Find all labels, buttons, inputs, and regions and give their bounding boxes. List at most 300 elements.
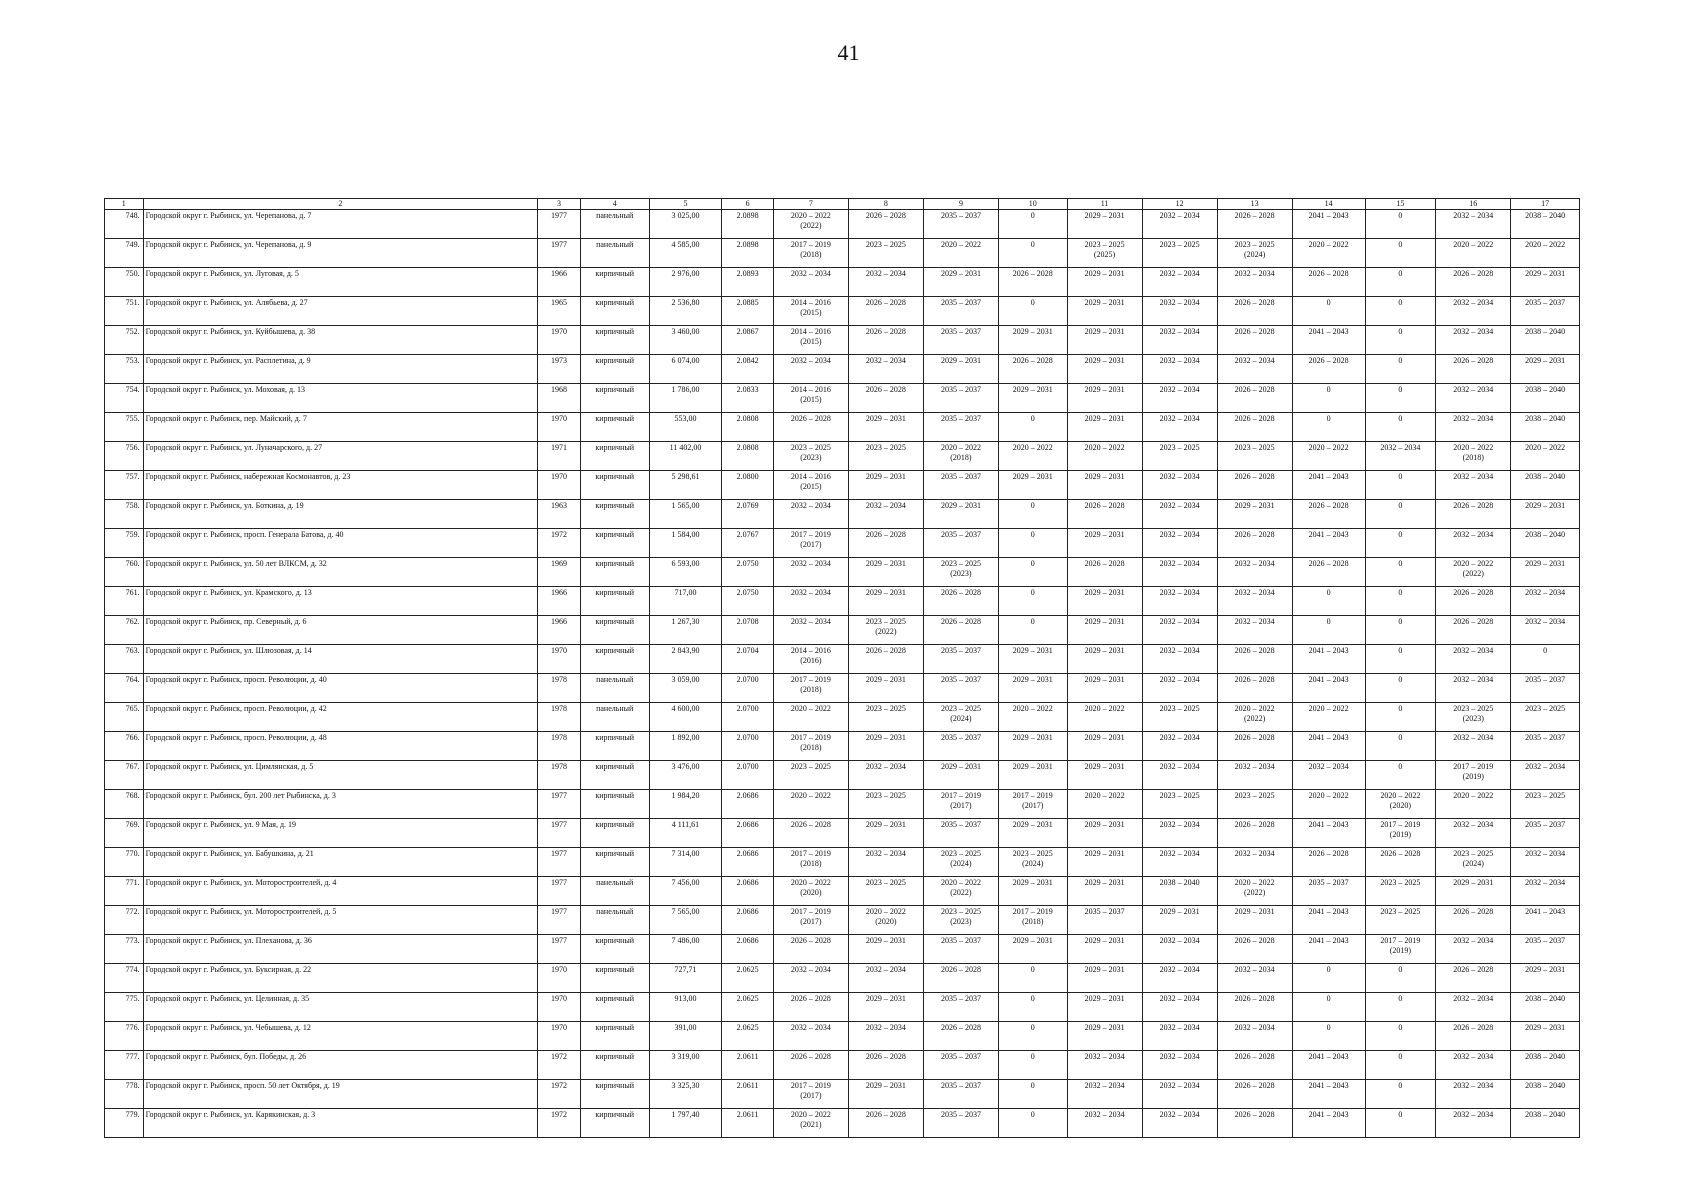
table-cell: 2023 – 2025 <box>1142 239 1217 268</box>
table-cell: 1966 <box>538 616 581 645</box>
table-cell: Городской округ г. Рыбинск, ул. Буксирная, д. 22 <box>143 964 537 993</box>
table-cell: 2.0611 <box>722 1080 773 1109</box>
table-cell: 0 <box>1365 210 1436 239</box>
table-cell: 1972 <box>538 1051 581 1080</box>
table-cell: 2026 – 2028 <box>848 529 923 558</box>
table-cell: 771. <box>105 877 144 906</box>
table-cell: 2020 – 2022 <box>1436 790 1511 819</box>
table-cell: 2026 – 2028 <box>773 819 848 848</box>
table-cell: 2.0800 <box>722 471 773 500</box>
table-cell: 0 <box>1365 1080 1436 1109</box>
table-cell: 2026 – 2028 <box>923 616 998 645</box>
table-cell: 2029 – 2031 <box>848 558 923 587</box>
table-cell: 3 319,00 <box>649 1051 722 1080</box>
table-cell: 2041 – 2043 <box>1292 645 1365 674</box>
table-cell: 2032 – 2034 <box>848 761 923 790</box>
table-cell: 0 <box>1365 674 1436 703</box>
table-cell: 0 <box>998 239 1067 268</box>
table-cell: 2.0611 <box>722 1109 773 1138</box>
table-cell: 2035 – 2037 <box>1292 877 1365 906</box>
table-cell: 2026 – 2028 <box>1436 1022 1511 1051</box>
table-cell: 2023 – 2025 <box>848 239 923 268</box>
table-row <box>105 1080 1580 1109</box>
table-cell: 1970 <box>538 471 581 500</box>
table-cell: 2029 – 2031 <box>1511 964 1580 993</box>
table-cell: 2032 – 2034 <box>1142 297 1217 326</box>
table-cell: 2014 – 2016 (2015) <box>773 471 848 500</box>
table-cell: 2026 – 2028 <box>923 1022 998 1051</box>
column-header: 7 <box>773 199 848 210</box>
table-cell: 2029 – 2031 <box>848 413 923 442</box>
table-cell: кирпичный <box>580 587 649 616</box>
table-cell: 2041 – 2043 <box>1292 1080 1365 1109</box>
table-cell: 1963 <box>538 500 581 529</box>
table-cell: 2023 – 2025 <box>1365 906 1436 935</box>
table-cell: 761. <box>105 587 144 616</box>
table-cell: 2032 – 2034 <box>1436 1109 1511 1138</box>
table-cell: 2026 – 2028 <box>1217 471 1292 500</box>
table-cell: 2032 – 2034 <box>848 500 923 529</box>
table-cell: 2.0867 <box>722 326 773 355</box>
table-cell: 2029 – 2031 <box>1067 210 1142 239</box>
table-cell: 2.0893 <box>722 268 773 297</box>
table-cell: 2026 – 2028 <box>1436 268 1511 297</box>
table-cell: 1 797,40 <box>649 1109 722 1138</box>
table-cell: 2032 – 2034 <box>1436 645 1511 674</box>
table-cell: 0 <box>1365 268 1436 297</box>
table-cell: 2029 – 2031 <box>998 674 1067 703</box>
table-cell: 2020 – 2022 (2020) <box>1365 790 1436 819</box>
table-row <box>105 993 1580 1022</box>
table-cell: 2029 – 2031 <box>998 732 1067 761</box>
table-cell: 2014 – 2016 (2016) <box>773 645 848 674</box>
table-cell: 754. <box>105 384 144 413</box>
table-cell: 2032 – 2034 <box>1365 442 1436 471</box>
column-header: 9 <box>923 199 998 210</box>
table-cell: 0 <box>1365 1022 1436 1051</box>
table-cell: 1971 <box>538 442 581 471</box>
table-cell: 2026 – 2028 <box>773 1051 848 1080</box>
table-cell: 0 <box>998 413 1067 442</box>
table-cell: 1977 <box>538 906 581 935</box>
column-header: 5 <box>649 199 722 210</box>
table-cell: 2032 – 2034 <box>1217 761 1292 790</box>
table-cell: 2020 – 2022 <box>1511 239 1580 268</box>
table-cell: 2035 – 2037 <box>1511 732 1580 761</box>
table-cell: 2032 – 2034 <box>1142 529 1217 558</box>
table-cell: 2026 – 2028 <box>1217 326 1292 355</box>
table-cell: 0 <box>1365 500 1436 529</box>
table-cell: 2032 – 2034 <box>1436 384 1511 413</box>
table-cell: 0 <box>1365 616 1436 645</box>
table-cell: 0 <box>1365 761 1436 790</box>
table-cell: 0 <box>1365 297 1436 326</box>
table-cell: 2029 – 2031 <box>998 645 1067 674</box>
table-cell: 2026 – 2028 <box>1292 268 1365 297</box>
table-cell: 2041 – 2043 <box>1292 529 1365 558</box>
table-cell: 2032 – 2034 <box>1142 1051 1217 1080</box>
table-cell: Городской округ г. Рыбинск, ул. Черепанова, д. 7 <box>143 210 537 239</box>
table-cell: 2020 – 2022 <box>773 790 848 819</box>
table-cell: 1977 <box>538 935 581 964</box>
table-cell: 0 <box>1365 964 1436 993</box>
table-cell: 2032 – 2034 <box>1436 471 1511 500</box>
table-cell: 2032 – 2034 <box>773 1022 848 1051</box>
table-cell: 765. <box>105 703 144 732</box>
table-cell: 2032 – 2034 <box>1067 1080 1142 1109</box>
table-cell: 2029 – 2031 <box>1067 268 1142 297</box>
table-cell: 0 <box>1365 355 1436 384</box>
table-cell: 2026 – 2028 <box>1217 210 1292 239</box>
table-cell: 2041 – 2043 <box>1511 906 1580 935</box>
table-cell: 772. <box>105 906 144 935</box>
table-cell: 2014 – 2016 (2015) <box>773 326 848 355</box>
table-cell: 2026 – 2028 <box>1217 935 1292 964</box>
table-cell: 0 <box>998 529 1067 558</box>
table-cell: кирпичный <box>580 819 649 848</box>
table-cell: 1977 <box>538 877 581 906</box>
table-cell: 0 <box>1292 413 1365 442</box>
table-cell: 2023 – 2025 <box>1142 790 1217 819</box>
table-cell: 768. <box>105 790 144 819</box>
table-cell: 1968 <box>538 384 581 413</box>
table-cell: 2029 – 2031 <box>1067 471 1142 500</box>
table-cell: 2017 – 2019 (2017) <box>773 1080 848 1109</box>
table-cell: 2020 – 2022 (2021) <box>773 1109 848 1138</box>
table-cell: 2029 – 2031 <box>998 384 1067 413</box>
table-cell: 2029 – 2031 <box>1067 413 1142 442</box>
table-cell: 2032 – 2034 <box>1217 616 1292 645</box>
table-cell: 2032 – 2034 <box>1142 558 1217 587</box>
table-cell: 2.0808 <box>722 442 773 471</box>
table-cell: 3 476,00 <box>649 761 722 790</box>
table-cell: 2029 – 2031 <box>1067 848 1142 877</box>
column-header: 1 <box>105 199 144 210</box>
table-cell: Городской округ г. Рыбинск, ул. Луговая, д. 5 <box>143 268 537 297</box>
table-row <box>105 558 1580 587</box>
column-header: 10 <box>998 199 1067 210</box>
table-cell: 1 786,00 <box>649 384 722 413</box>
table-cell: Городской округ г. Рыбинск, ул. Моховая, д. 13 <box>143 384 537 413</box>
table-cell: 4 600,00 <box>649 703 722 732</box>
table-cell: 760. <box>105 558 144 587</box>
table-row <box>105 384 1580 413</box>
table-cell: 2032 – 2034 <box>1067 1109 1142 1138</box>
table-cell: кирпичный <box>580 355 649 384</box>
table-cell: 2041 – 2043 <box>1292 674 1365 703</box>
column-header: 8 <box>848 199 923 210</box>
table-cell: Городской округ г. Рыбинск, просп. Революции, д. 40 <box>143 674 537 703</box>
table-cell: 0 <box>1365 1051 1436 1080</box>
table-cell: 2.0700 <box>722 761 773 790</box>
table-cell: 2041 – 2043 <box>1292 471 1365 500</box>
table-cell: кирпичный <box>580 964 649 993</box>
column-header: 2 <box>143 199 537 210</box>
table-cell: 2026 – 2028 <box>1217 645 1292 674</box>
table-cell: 2017 – 2019 (2019) <box>1436 761 1511 790</box>
table-cell: 749. <box>105 239 144 268</box>
table-cell: 0 <box>1292 993 1365 1022</box>
table-cell: панельный <box>580 674 649 703</box>
table-row <box>105 413 1580 442</box>
table-cell: кирпичный <box>580 790 649 819</box>
table-cell: 2020 – 2022 <box>1292 790 1365 819</box>
column-header: 13 <box>1217 199 1292 210</box>
table-cell: 2035 – 2037 <box>1067 906 1142 935</box>
table-cell: 2017 – 2019 (2019) <box>1365 819 1436 848</box>
table-row <box>105 674 1580 703</box>
table-cell: 2041 – 2043 <box>1292 819 1365 848</box>
table-cell: 2.0686 <box>722 790 773 819</box>
table-cell: 1977 <box>538 210 581 239</box>
table-cell: 0 <box>1292 587 1365 616</box>
table-cell: кирпичный <box>580 558 649 587</box>
table-cell: 776. <box>105 1022 144 1051</box>
table-row <box>105 355 1580 384</box>
table-cell: 0 <box>1292 616 1365 645</box>
table-cell: 2029 – 2031 <box>848 674 923 703</box>
table-cell: 2.0704 <box>722 645 773 674</box>
table-cell: кирпичный <box>580 268 649 297</box>
table-cell: кирпичный <box>580 529 649 558</box>
table-cell: 2029 – 2031 <box>1436 877 1511 906</box>
table-cell: 2035 – 2037 <box>923 471 998 500</box>
table-cell: 2026 – 2028 <box>1217 674 1292 703</box>
table-cell: 2.0898 <box>722 239 773 268</box>
table-cell: 2032 – 2034 <box>1067 1051 1142 1080</box>
table-cell: Городской округ г. Рыбинск, ул. Черепанова, д. 9 <box>143 239 537 268</box>
table-cell: 0 <box>998 1022 1067 1051</box>
table-cell: 2023 – 2025 (2024) <box>1217 239 1292 268</box>
table-cell: 756. <box>105 442 144 471</box>
table-cell: 2017 – 2019 (2018) <box>773 674 848 703</box>
table-cell: 2026 – 2028 <box>1217 413 1292 442</box>
table-cell: 1977 <box>538 848 581 877</box>
table-cell: 2038 – 2040 <box>1511 326 1580 355</box>
table-cell: 0 <box>998 1109 1067 1138</box>
table-cell: 0 <box>1365 587 1436 616</box>
table-cell: Городской округ г. Рыбинск, ул. Моторостроителей, д. 5 <box>143 906 537 935</box>
table-cell: 2029 – 2031 <box>1067 674 1142 703</box>
table-cell: 2026 – 2028 <box>1436 906 1511 935</box>
table-cell: 2020 – 2022 (2022) <box>1436 558 1511 587</box>
table-cell: 2032 – 2034 <box>1142 674 1217 703</box>
table-cell: 2029 – 2031 <box>1067 993 1142 1022</box>
table-row <box>105 732 1580 761</box>
table-cell: 2 976,00 <box>649 268 722 297</box>
table-cell: 2023 – 2025 <box>1217 790 1292 819</box>
table-cell: 6 593,00 <box>649 558 722 587</box>
table-cell: 777. <box>105 1051 144 1080</box>
table-cell: 2032 – 2034 <box>1142 645 1217 674</box>
table-cell: 1978 <box>538 761 581 790</box>
table-cell: 2032 – 2034 <box>1511 877 1580 906</box>
table-cell: 751. <box>105 297 144 326</box>
table-cell: 2032 – 2034 <box>773 268 848 297</box>
table-cell: 2026 – 2028 <box>848 384 923 413</box>
table-cell: 0 <box>1365 993 1436 1022</box>
table-cell: кирпичный <box>580 645 649 674</box>
table-cell: 553,00 <box>649 413 722 442</box>
table-cell: 1965 <box>538 297 581 326</box>
table-cell: 2032 – 2034 <box>1142 268 1217 297</box>
table-cell: 2038 – 2040 <box>1142 877 1217 906</box>
table-row <box>105 1051 1580 1080</box>
table-cell: 2026 – 2028 <box>1217 1051 1292 1080</box>
table-cell: 2020 – 2022 (2022) <box>1217 877 1292 906</box>
table-cell: 2029 – 2031 <box>998 877 1067 906</box>
table-row <box>105 819 1580 848</box>
table-cell: 2032 – 2034 <box>1436 413 1511 442</box>
table-cell: 3 059,00 <box>649 674 722 703</box>
table-cell: 2032 – 2034 <box>1142 616 1217 645</box>
table-header-row <box>105 199 1580 210</box>
table-cell: 2020 – 2022 <box>1292 239 1365 268</box>
table-cell: 0 <box>998 587 1067 616</box>
table-cell: 2017 – 2019 (2017) <box>923 790 998 819</box>
table-cell: 2032 – 2034 <box>1511 587 1580 616</box>
table-cell: 2032 – 2034 <box>1142 500 1217 529</box>
table-cell: 4 111,61 <box>649 819 722 848</box>
table-cell: 2029 – 2031 <box>923 355 998 384</box>
table-cell: 2026 – 2028 <box>1292 355 1365 384</box>
table-cell: 2026 – 2028 <box>848 326 923 355</box>
table-cell: 727,71 <box>649 964 722 993</box>
table-cell: 775. <box>105 993 144 1022</box>
table-cell: 1972 <box>538 1080 581 1109</box>
table-cell: 2032 – 2034 <box>1142 210 1217 239</box>
table-cell: 2032 – 2034 <box>1142 993 1217 1022</box>
table-cell: 750. <box>105 268 144 297</box>
table-cell: 2032 – 2034 <box>848 268 923 297</box>
table-cell: 2026 – 2028 <box>773 413 848 442</box>
table-cell: 2 536,80 <box>649 297 722 326</box>
table-cell: 2026 – 2028 <box>1292 500 1365 529</box>
table-cell: 2035 – 2037 <box>923 297 998 326</box>
table-cell: Городской округ г. Рыбинск, пр. Северный, д. 6 <box>143 616 537 645</box>
table-cell: 2032 – 2034 <box>1436 1051 1511 1080</box>
table-cell: 2038 – 2040 <box>1511 1080 1580 1109</box>
table-cell: 2017 – 2019 (2018) <box>773 732 848 761</box>
table-cell: 1978 <box>538 703 581 732</box>
table-cell: 2032 – 2034 <box>1436 1080 1511 1109</box>
table-cell: 1972 <box>538 529 581 558</box>
table-cell: кирпичный <box>580 442 649 471</box>
table-cell: 2035 – 2037 <box>923 1080 998 1109</box>
table-cell: 2023 – 2025 (2024) <box>923 848 998 877</box>
table-cell: 0 <box>1365 471 1436 500</box>
table-cell: 2020 – 2022 (2022) <box>1217 703 1292 732</box>
table-cell: 2041 – 2043 <box>1292 1109 1365 1138</box>
table-cell: 2029 – 2031 <box>1067 964 1142 993</box>
table-cell: 2026 – 2028 <box>1217 529 1292 558</box>
table-cell: 2038 – 2040 <box>1511 1109 1580 1138</box>
table-cell: 2017 – 2019 (2018) <box>773 848 848 877</box>
table-cell: 0 <box>1365 645 1436 674</box>
table-cell: 2032 – 2034 <box>1142 471 1217 500</box>
table-cell: 2023 – 2025 <box>848 877 923 906</box>
table-cell: 2026 – 2028 <box>1067 558 1142 587</box>
table-cell: 0 <box>1365 732 1436 761</box>
table-cell: 2032 – 2034 <box>1436 529 1511 558</box>
table-cell: 2026 – 2028 <box>1365 848 1436 877</box>
table-cell: 2026 – 2028 <box>1436 500 1511 529</box>
table-cell: 7 565,00 <box>649 906 722 935</box>
table-row <box>105 703 1580 732</box>
table-cell: 2026 – 2028 <box>848 210 923 239</box>
table-cell: 2026 – 2028 <box>848 1109 923 1138</box>
table-cell: 0 <box>998 297 1067 326</box>
table-cell: 2023 – 2025 (2023) <box>773 442 848 471</box>
table-cell: кирпичный <box>580 413 649 442</box>
table-cell: 2032 – 2034 <box>1142 587 1217 616</box>
table-cell: 2032 – 2034 <box>1217 268 1292 297</box>
table-cell: 0 <box>998 616 1067 645</box>
table-cell: 2.0625 <box>722 1022 773 1051</box>
table-cell: 2029 – 2031 <box>1217 906 1292 935</box>
table-cell: 0 <box>1292 1022 1365 1051</box>
table-cell: 4 585,00 <box>649 239 722 268</box>
table-cell: 0 <box>1292 964 1365 993</box>
table-cell: 763. <box>105 645 144 674</box>
table-cell: 2035 – 2037 <box>923 993 998 1022</box>
capital-repair-schedule-table <box>104 198 1580 1138</box>
table-cell: 2029 – 2031 <box>998 326 1067 355</box>
table-cell: 2023 – 2025 <box>848 703 923 732</box>
table-cell: Городской округ г. Рыбинск, ул. 50 лет ВЛКСМ, д. 32 <box>143 558 537 587</box>
table-cell: кирпичный <box>580 616 649 645</box>
table-cell: 0 <box>998 558 1067 587</box>
table-cell: кирпичный <box>580 761 649 790</box>
table-cell: 2026 – 2028 <box>1217 1109 1292 1138</box>
table-cell: 2029 – 2031 <box>848 1080 923 1109</box>
table-cell: 2029 – 2031 <box>848 587 923 616</box>
column-header: 12 <box>1142 199 1217 210</box>
table-row <box>105 529 1580 558</box>
table-cell: 2029 – 2031 <box>1067 1022 1142 1051</box>
table-cell: 2035 – 2037 <box>1511 297 1580 326</box>
table-cell: 2032 – 2034 <box>1436 732 1511 761</box>
table-cell: 2035 – 2037 <box>923 819 998 848</box>
table-cell: Городской округ г. Рыбинск, ул. Луначарского, д. 27 <box>143 442 537 471</box>
table-cell: 778. <box>105 1080 144 1109</box>
table-cell: 2.0625 <box>722 964 773 993</box>
table-cell: 2038 – 2040 <box>1511 1051 1580 1080</box>
table-cell: 757. <box>105 471 144 500</box>
table-row <box>105 645 1580 674</box>
table-cell: 2032 – 2034 <box>848 848 923 877</box>
table-cell: 2029 – 2031 <box>1067 935 1142 964</box>
table-cell: 1970 <box>538 993 581 1022</box>
table-cell: 2026 – 2028 <box>848 1051 923 1080</box>
table-cell: 2032 – 2034 <box>1142 355 1217 384</box>
table-cell: 1977 <box>538 239 581 268</box>
table-cell: панельный <box>580 877 649 906</box>
table-cell: 769. <box>105 819 144 848</box>
table-row <box>105 848 1580 877</box>
table-row <box>105 1022 1580 1051</box>
table-cell: 2029 – 2031 <box>1142 906 1217 935</box>
table-cell: Городской округ г. Рыбинск, набережная Космонавтов, д. 23 <box>143 471 537 500</box>
table-cell: 2029 – 2031 <box>1067 326 1142 355</box>
table-cell: 7 486,00 <box>649 935 722 964</box>
table-cell: 2.0808 <box>722 413 773 442</box>
table-cell: 2023 – 2025 <box>1511 790 1580 819</box>
table-cell: 2023 – 2025 (2023) <box>923 906 998 935</box>
table-cell: 2029 – 2031 <box>1067 645 1142 674</box>
column-header: 17 <box>1511 199 1580 210</box>
table-cell: 1966 <box>538 587 581 616</box>
